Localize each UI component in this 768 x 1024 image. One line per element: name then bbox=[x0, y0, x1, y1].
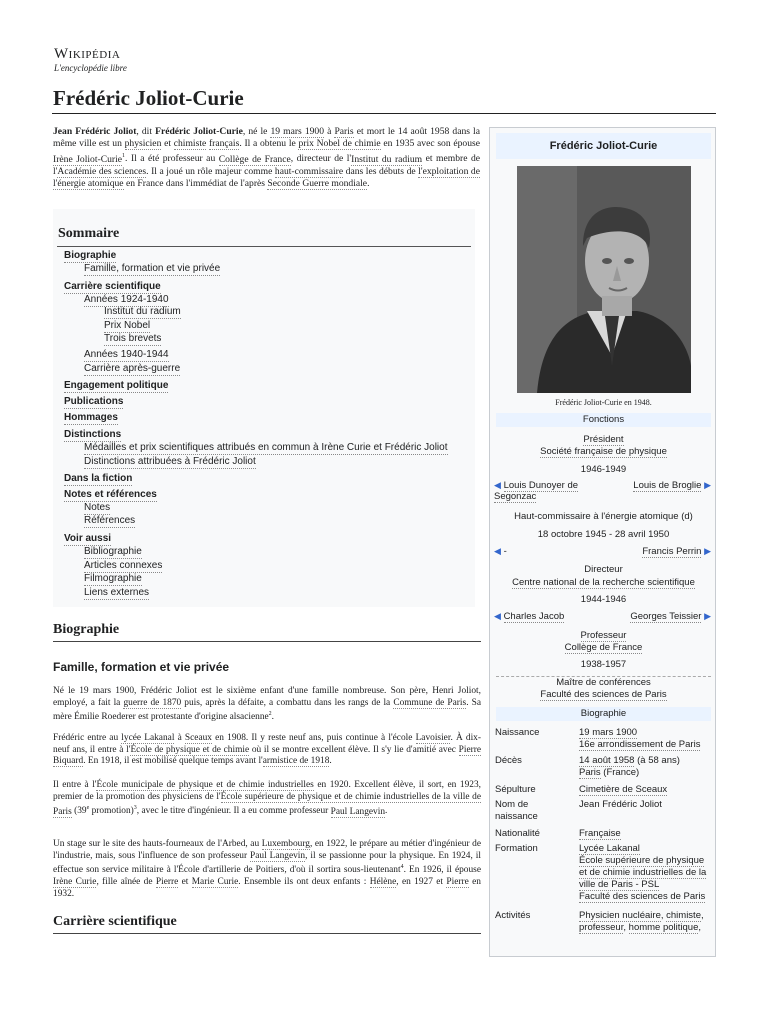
toc-item[interactable]: Distinctions attribuées à Frédéric Joliot bbox=[84, 456, 256, 467]
portrait-photo-icon bbox=[517, 166, 691, 393]
arrow-right-icon: ▶ bbox=[704, 546, 711, 556]
death-country: (France) bbox=[600, 767, 640, 778]
ref-2[interactable]: 2 bbox=[268, 711, 272, 718]
wikipedia-wordmark: Wikipédia bbox=[54, 46, 121, 62]
ref-1[interactable]: 1 bbox=[122, 153, 126, 160]
link-espci[interactable]: École supérieure de physique et de chimie industrielles de la ville de Paris bbox=[53, 791, 481, 817]
function-org bbox=[490, 577, 717, 589]
label-naissance: Naissance bbox=[495, 727, 540, 738]
intro-name: Jean Frédéric Joliot bbox=[53, 126, 137, 137]
link-pierre-curie[interactable]: Pierre bbox=[155, 877, 179, 888]
toc-item[interactable]: Institut du radium bbox=[104, 306, 181, 317]
label-nom-naissance: Nom de naissance bbox=[495, 799, 538, 822]
toc-item[interactable]: Biographie bbox=[64, 250, 117, 261]
function-dates: 18 octobre 1945 - 28 avril 1950 bbox=[537, 529, 670, 540]
link-commune[interactable]: Commune de Paris bbox=[393, 697, 467, 708]
predecessor-none: - bbox=[503, 546, 507, 557]
toc-item[interactable]: Famille, formation et vie privée bbox=[84, 263, 221, 274]
value-activites bbox=[579, 910, 711, 934]
para-text: Un stage sur le site des hauts-fourneaux de l'Arbed, au bbox=[53, 839, 262, 849]
link-irene-curie[interactable]: Irène Curie bbox=[53, 877, 97, 888]
ref-4[interactable]: 4 bbox=[400, 864, 404, 871]
para-text: , en 1922, le prépare au métier d'ingénieur de l'industrie, mais, sous l'influence de son professeur bbox=[53, 839, 481, 861]
infobox-title: Frédéric Joliot-Curie bbox=[496, 133, 711, 159]
link-successor[interactable]: Francis Perrin bbox=[642, 546, 702, 557]
para-text: . Ensemble ils ont deux enfants : bbox=[238, 877, 370, 888]
link-lakanal[interactable]: lycée Lakanal bbox=[121, 733, 175, 743]
arrow-left-icon: ◀ bbox=[494, 611, 501, 621]
para-text: . À dix-neuf ans, il entre à l' bbox=[53, 733, 481, 755]
section-heading-carriere: Carrière scientifique bbox=[53, 914, 177, 929]
predecessor-nav[interactable] bbox=[494, 611, 564, 622]
para-text: , fille aînée de bbox=[96, 877, 156, 888]
link-pierre-joliot[interactable]: Pierre bbox=[446, 877, 469, 888]
para-text: promotion) bbox=[89, 806, 134, 817]
toc-item[interactable]: Hommages bbox=[64, 412, 118, 423]
wikipedia-tagline: L'encyclopédie libre bbox=[54, 63, 127, 73]
section-heading-biographie: Biographie bbox=[53, 622, 120, 637]
intro-text: . Il a obtenu le bbox=[239, 138, 299, 150]
link-biquard[interactable]: Pierre Biquard bbox=[53, 744, 482, 767]
intro-text: en 1935 avec son épouse bbox=[380, 138, 480, 150]
para-text: . bbox=[329, 756, 332, 767]
section-divider bbox=[53, 641, 481, 642]
function-org bbox=[490, 446, 717, 458]
value-deces bbox=[579, 755, 711, 779]
paragraph-4 bbox=[53, 839, 481, 901]
portrait-photo[interactable] bbox=[517, 166, 691, 393]
link-paris[interactable]: Paris bbox=[334, 126, 354, 137]
link-chimiste[interactable]: chimiste bbox=[666, 910, 701, 921]
link-luxembourg[interactable]: Luxembourg bbox=[261, 839, 310, 849]
toc-item[interactable]: Publications bbox=[64, 396, 124, 407]
para-text: en 1920. Excellent élève, il sort, en 1923, premier de la promotion des physiciens de l' bbox=[53, 780, 481, 802]
toc-title: Sommaire bbox=[58, 226, 120, 241]
para-text: Il entre à l' bbox=[53, 780, 97, 790]
link-birth-date[interactable]: 19 mars 1900 bbox=[270, 126, 325, 137]
role-hc: Haut-commissaire à l'énergie atomique bbox=[514, 511, 679, 522]
link-irene[interactable]: Irène Joliot-Curie bbox=[53, 153, 123, 165]
intro-text: , directeur de l' bbox=[290, 153, 352, 165]
label-sepulture: Sépulture bbox=[495, 784, 536, 795]
intro-text: dans les débuts de bbox=[343, 165, 419, 177]
label-formation: Formation bbox=[495, 843, 538, 854]
link-birth-place[interactable]: 16e arrondissement de Paris bbox=[579, 739, 701, 750]
toc-item[interactable]: Références bbox=[84, 515, 136, 526]
toc-divider bbox=[57, 246, 471, 247]
para-text: , avec le titre d'ingénieur. Il a eu comme professeur bbox=[136, 806, 331, 817]
para-text: en 1908. Il y reste neuf ans, puis continue à l'école bbox=[211, 733, 416, 743]
function-role bbox=[490, 434, 717, 446]
toc-item[interactable]: Filmographie bbox=[84, 573, 142, 584]
predecessor-nav[interactable] bbox=[494, 546, 507, 557]
link-successor[interactable]: Louis de Broglie bbox=[633, 480, 702, 491]
link-physicien-nucleaire[interactable]: Physicien nucléaire bbox=[579, 910, 661, 921]
link-birth-date[interactable]: 19 mars 1900 bbox=[579, 727, 638, 738]
photo-caption: Frédéric Joliot-Curie en 1948. bbox=[555, 398, 652, 407]
ref-3[interactable]: 3 bbox=[133, 805, 137, 812]
toc-item[interactable]: Dans la fiction bbox=[64, 473, 133, 484]
function-org bbox=[490, 689, 717, 701]
toc-item[interactable]: Voir aussi bbox=[64, 533, 112, 544]
value-naissance bbox=[579, 727, 711, 751]
link-successor[interactable]: Georges Teissier bbox=[630, 611, 702, 622]
successor-nav[interactable] bbox=[633, 480, 711, 491]
comma: , bbox=[660, 910, 667, 921]
link-langevin[interactable]: Paul Langevin bbox=[250, 850, 306, 861]
link-predecessor[interactable]: Louis Dunoyer de Segonzac bbox=[494, 480, 579, 502]
link-helene[interactable]: Hélène bbox=[369, 877, 397, 888]
link-college-de-france[interactable]: Collège de France bbox=[564, 642, 643, 653]
function-org bbox=[490, 642, 717, 654]
toc-item[interactable]: Trois brevets bbox=[104, 333, 162, 344]
link-academie[interactable]: Académie des sciences bbox=[57, 165, 147, 177]
superscript-e: e bbox=[86, 805, 90, 812]
arrow-left-icon: ◀ bbox=[494, 546, 501, 556]
intro-alias: Frédéric Joliot-Curie bbox=[155, 126, 243, 137]
toc-item[interactable]: Notes bbox=[84, 502, 111, 513]
function-dates: 1946-1949 bbox=[580, 464, 627, 475]
value-nationalite bbox=[579, 828, 711, 840]
comma: , bbox=[700, 910, 704, 921]
link-physicien[interactable]: physicien bbox=[124, 138, 162, 150]
intro-text: . Il a été professeur au bbox=[125, 153, 219, 165]
link-marie-curie[interactable]: Marie Curie bbox=[191, 877, 239, 888]
link-sceaux[interactable]: Sceaux bbox=[184, 733, 212, 743]
intro-text: à bbox=[324, 126, 335, 137]
function-role: Directeur bbox=[584, 564, 623, 575]
link-faculte[interactable]: Faculté des sciences de Paris bbox=[579, 891, 706, 902]
label-nationalite: Nationalité bbox=[495, 828, 540, 839]
label-deces: Décès bbox=[495, 755, 522, 766]
arrow-left-icon: ◀ bbox=[494, 480, 501, 490]
intro-text: , dit bbox=[136, 126, 156, 137]
link-ww2[interactable]: Seconde Guerre mondiale bbox=[267, 178, 368, 189]
link-death-date[interactable]: 14 août 1958 bbox=[579, 755, 635, 766]
link-lavoisier[interactable]: Lavoisier bbox=[415, 733, 451, 743]
para-text: Né le 19 mars 1900, Frédéric Joliot est le sixième enfant d'une famille nombreuse. Son père, Henri Joliot, employé, a fait la bbox=[53, 686, 481, 708]
paragraph-2 bbox=[53, 733, 481, 768]
para-text: . Sa mère Émilie Roederer est protestante d'origine alsacienne bbox=[53, 697, 482, 723]
toc-item[interactable]: Années 1940-1944 bbox=[84, 349, 169, 360]
toc-item[interactable]: Années 1924-1940 bbox=[84, 294, 169, 305]
para-text: et bbox=[178, 877, 192, 888]
value-sepulture bbox=[579, 784, 711, 796]
para-text: . bbox=[271, 712, 275, 723]
link-langevin[interactable]: Paul Langevin bbox=[330, 806, 386, 817]
link-espci[interactable]: École supérieure de physique et de chimie industrielles de la ville de Paris - PSL bbox=[579, 855, 707, 890]
link-francaise[interactable]: Française bbox=[579, 828, 621, 839]
toc-item[interactable]: Notes et références bbox=[64, 489, 157, 500]
link-homme-politique[interactable]: homme politique bbox=[628, 922, 699, 933]
link-armistice[interactable]: armistice de 1918 bbox=[262, 756, 330, 767]
toc-item[interactable]: Médailles et prix scientifiques attribués en commun à Irène Curie et Frédéric Joliot bbox=[84, 442, 448, 453]
function-dates: 1938-1957 bbox=[580, 659, 627, 670]
arrow-right-icon: ▶ bbox=[704, 480, 711, 490]
toc-item[interactable]: Bibliographie bbox=[84, 546, 142, 557]
para-text: . bbox=[385, 806, 388, 817]
para-text: puis, après la défaite, a combattu dans les rangs de la bbox=[181, 697, 394, 708]
toc-item[interactable]: Prix Nobel bbox=[104, 320, 151, 331]
para-text: . En 1926, il épouse bbox=[403, 865, 481, 876]
intro-text: et membre de l' bbox=[53, 153, 481, 177]
link-professeur[interactable]: professeur bbox=[579, 922, 624, 933]
comma: , bbox=[698, 922, 702, 933]
link-ecole-municipale[interactable]: École municipale de physique et de chimie industrielles bbox=[96, 780, 314, 790]
function-role bbox=[490, 511, 717, 523]
para-text: Frédéric entre au bbox=[53, 733, 122, 743]
para-text: (39 bbox=[71, 806, 87, 817]
intro-text: . bbox=[367, 178, 370, 189]
link-sfp[interactable]: Société française de physique bbox=[540, 446, 667, 457]
link-death-place[interactable]: Paris bbox=[579, 767, 601, 778]
intro-text: , né le bbox=[242, 126, 271, 137]
link-cnrs[interactable]: Centre national de la recherche scientifique bbox=[512, 577, 695, 588]
successor-nav[interactable] bbox=[630, 611, 711, 622]
predecessor-nav[interactable] bbox=[494, 480, 594, 502]
link-nobel[interactable]: prix Nobel de chimie bbox=[298, 138, 381, 150]
link-institut[interactable]: Institut du radium bbox=[351, 153, 423, 165]
function-role: Maître de conférences bbox=[556, 677, 651, 688]
link-ecole-physique[interactable]: École de physique et de chimie bbox=[130, 744, 250, 755]
link-francais[interactable]: français bbox=[208, 138, 240, 150]
link-hc[interactable]: haut-commissaire bbox=[274, 165, 344, 177]
table-of-contents bbox=[53, 209, 475, 607]
link-professeur[interactable]: Professeur bbox=[580, 630, 627, 641]
label-activites: Activités bbox=[495, 910, 531, 921]
intro-text: . Il a joué un rôle majeur comme bbox=[146, 165, 275, 177]
para-text: , il se passionne pour la physique. En 1924, il effectue son service militaire à l'École d'artillerie de Poitiers, d'où il sortira sous-lieutenant bbox=[53, 850, 482, 876]
section-divider bbox=[53, 933, 481, 934]
link-cimetiere[interactable]: Cimetière de Sceaux bbox=[579, 784, 668, 795]
function-dates: 1944-1946 bbox=[580, 594, 627, 605]
link-president[interactable]: Président bbox=[583, 434, 624, 445]
title-divider bbox=[52, 113, 716, 114]
toc-item[interactable]: Carrière après-guerre bbox=[84, 363, 181, 374]
toc-item[interactable]: Liens externes bbox=[84, 587, 150, 598]
para-text: en 1932. bbox=[53, 877, 481, 899]
paragraph-3 bbox=[53, 780, 481, 818]
para-text: où il se montre excellent élève. Il s'y lie d'amitié avec bbox=[249, 744, 459, 755]
para-text: à bbox=[174, 733, 185, 743]
link-chimiste[interactable]: chimiste bbox=[173, 138, 207, 150]
link-faculte-sciences[interactable]: Faculté des sciences de Paris bbox=[540, 689, 667, 700]
link-lycee-lakanal[interactable]: Lycée Lakanal bbox=[579, 843, 640, 854]
para-text: . En 1918, il est mobilisé quelque temps avant l' bbox=[83, 756, 263, 767]
infobox bbox=[489, 127, 716, 957]
arrow-right-icon: ▶ bbox=[704, 611, 711, 621]
death-age: (à 58 ans) bbox=[634, 755, 680, 766]
intro-text: et mort le 14 août 1958 dans la même ville est un bbox=[53, 126, 480, 150]
wikipedia-logo[interactable] bbox=[54, 46, 127, 73]
link-college[interactable]: Collège de France bbox=[218, 153, 291, 165]
wikidata-mark[interactable]: (d) bbox=[681, 511, 693, 522]
value-nom-naissance: Jean Frédéric Joliot bbox=[579, 799, 662, 810]
link-predecessor[interactable]: Charles Jacob bbox=[503, 611, 565, 622]
infobox-header-fonctions: Fonctions bbox=[496, 413, 711, 427]
toc-item[interactable]: Articles connexes bbox=[84, 560, 163, 571]
intro-text: en France dans l'immédiat de l'après bbox=[123, 178, 268, 189]
value-formation bbox=[579, 843, 711, 903]
subsection-heading-famille: Famille, formation et vie privée bbox=[53, 660, 230, 674]
intro-text: et bbox=[161, 138, 174, 150]
successor-nav[interactable] bbox=[642, 546, 711, 557]
comma: , bbox=[623, 922, 629, 933]
para-text: , en 1927 et bbox=[396, 877, 447, 888]
paragraph-1 bbox=[53, 686, 481, 724]
toc-item[interactable]: Distinctions bbox=[64, 429, 122, 440]
infobox-header-biographie: Biographie bbox=[496, 707, 711, 721]
page-title: Frédéric Joliot-Curie bbox=[53, 86, 244, 110]
toc-item[interactable]: Carrière scientifique bbox=[64, 281, 161, 292]
intro-paragraph bbox=[53, 126, 480, 190]
function-role bbox=[490, 630, 717, 642]
link-guerre-1870[interactable]: guerre de 1870 bbox=[123, 697, 182, 708]
toc-item[interactable]: Engagement politique bbox=[64, 380, 169, 391]
link-exploitation[interactable]: l'exploitation de l'énergie atomique bbox=[53, 165, 480, 189]
